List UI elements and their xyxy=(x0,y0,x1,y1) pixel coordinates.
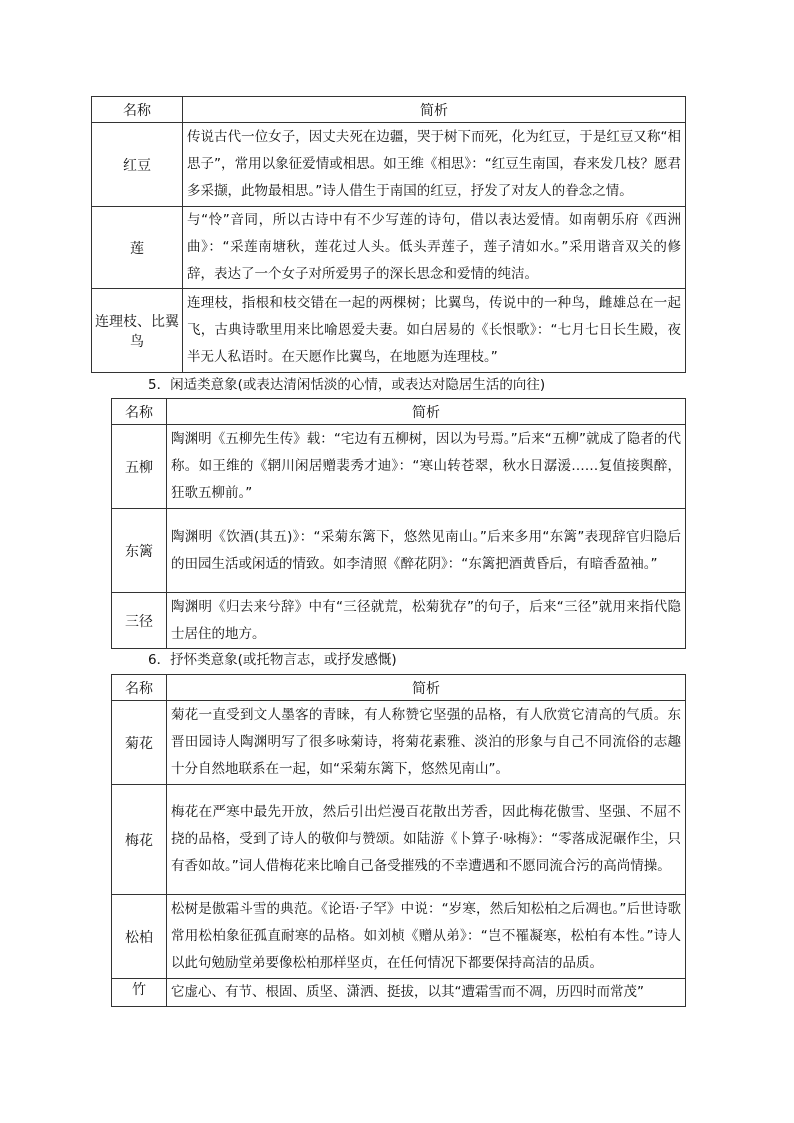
table-row xyxy=(92,289,686,373)
row-name: 菊花 xyxy=(112,701,167,785)
header-name: 名称 xyxy=(112,675,167,701)
row-name: 东篱 xyxy=(112,509,167,593)
row-name: 五柳 xyxy=(112,425,167,509)
table-row xyxy=(92,207,686,289)
table-row xyxy=(112,785,686,895)
section-heading-aspiration: 6．抒怀类意象(或托物言志，或抒发感慨) xyxy=(148,652,397,668)
row-desc: 陶渊明《饮酒(其五)》：“采菊东篱下，悠然见南山。”后来多用“东篱”表现辞官归隐后的田园生活或闲适的情致。如李清照《醉花阴》：“东篱把酒黄昏后，有暗香盈袖。” xyxy=(167,509,686,593)
row-desc: 梅花在严寒中最先开放，然后引出烂漫百花散出芳香，因此梅花傲雪、坚强、不屈不挠的品格，受到了诗人的敬仰与赞颂。如陆游《卜算子·咏梅》：“零落成泥碾作尘，只有香如故。”词人借梅花来比喻自己备受摧残的不幸遭遇和不愿同流合污的高尚情操。 xyxy=(167,785,686,895)
row-name: 竹 xyxy=(112,979,167,1007)
table-row xyxy=(112,979,686,1007)
row-desc: 松树是傲霜斗雪的典范。《论语·子罕》中说：“岁寒，然后知松柏之后凋也。”后世诗歌常用松柏象征孤直耐寒的品格。如刘桢《赠从弟》：“岂不罹凝寒，松柏有本性。”诗人以此句勉励堂弟要像松柏那样坚贞，在任何情况下都要保持高洁的品质。 xyxy=(167,895,686,979)
imagery-table-leisure xyxy=(111,398,686,649)
row-desc: 陶渊明《五柳先生传》载：“宅边有五柳树，因以为号焉。”后来“五柳”就成了隐者的代称。如王维的《辋川闲居赠裴秀才迪》：“寒山转苍翠，秋水日潺湲……复值接舆醉，狂歌五柳前。” xyxy=(167,425,686,509)
row-desc: 它虚心、有节、根固、质坚、潇洒、挺拔，以其“遭霜雪而不凋，历四时而常茂” xyxy=(167,979,686,1007)
row-name: 莲 xyxy=(92,207,183,289)
table-header-row xyxy=(112,675,686,701)
header-desc: 简析 xyxy=(167,675,686,701)
table-row xyxy=(112,701,686,785)
table-row xyxy=(112,593,686,649)
header-name: 名称 xyxy=(112,399,167,425)
row-name: 三径 xyxy=(112,593,167,649)
section-heading-leisure: 5．闲适类意象(或表达清闲恬淡的心情，或表达对隐居生活的向往) xyxy=(148,377,546,393)
table-row xyxy=(112,425,686,509)
row-name: 松柏 xyxy=(112,895,167,979)
header-desc: 简析 xyxy=(167,399,686,425)
row-name: 连理枝、比翼鸟 xyxy=(92,289,183,373)
table-header-row xyxy=(92,97,686,123)
row-desc: 连理枝，指根和枝交错在一起的两棵树；比翼鸟，传说中的一种鸟，雌雄总在一起飞，古典诗歌里用来比喻恩爱夫妻。如白居易的《长恨歌》：“七月七日长生殿，夜半无人私语时。在天愿作比翼鸟，在地愿为连理枝。” xyxy=(183,289,686,373)
header-desc: 简析 xyxy=(183,97,686,123)
table-header-row xyxy=(112,399,686,425)
table-row xyxy=(112,509,686,593)
row-desc: 与“怜”音同，所以古诗中有不少写莲的诗句，借以表达爱情。如南朝乐府《西洲曲》：“采莲南塘秋，莲花过人头。低头弄莲子，莲子清如水。”采用谐音双关的修辞，表达了一个女子对所爱男子的深长思念和爱情的纯洁。 xyxy=(183,207,686,289)
imagery-table-aspiration xyxy=(111,674,686,1007)
imagery-table-love xyxy=(91,96,686,373)
row-desc: 陶渊明《归去来兮辞》中有“三径就荒，松菊犹存”的句子，后来“三径”就用来指代隐士居住的地方。 xyxy=(167,593,686,649)
table-row xyxy=(92,123,686,207)
table-row xyxy=(112,895,686,979)
row-name: 梅花 xyxy=(112,785,167,895)
row-desc: 菊花一直受到文人墨客的青睐，有人称赞它坚强的品格，有人欣赏它清高的气质。东晋田园诗人陶渊明写了很多咏菊诗，将菊花素雅、淡泊的形象与自己不同流俗的志趣十分自然地联系在一起，如“采菊东篱下，悠然见南山”。 xyxy=(167,701,686,785)
row-name: 红豆 xyxy=(92,123,183,207)
row-desc: 传说古代一位女子，因丈夫死在边疆，哭于树下而死，化为红豆，于是红豆又称“相思子”，常用以象征爱情或相思。如王维《相思》：“红豆生南国，春来发几枝？愿君多采撷，此物最相思。”诗人借生于南国的红豆，抒发了对友人的眷念之情。 xyxy=(183,123,686,207)
header-name: 名称 xyxy=(92,97,183,123)
